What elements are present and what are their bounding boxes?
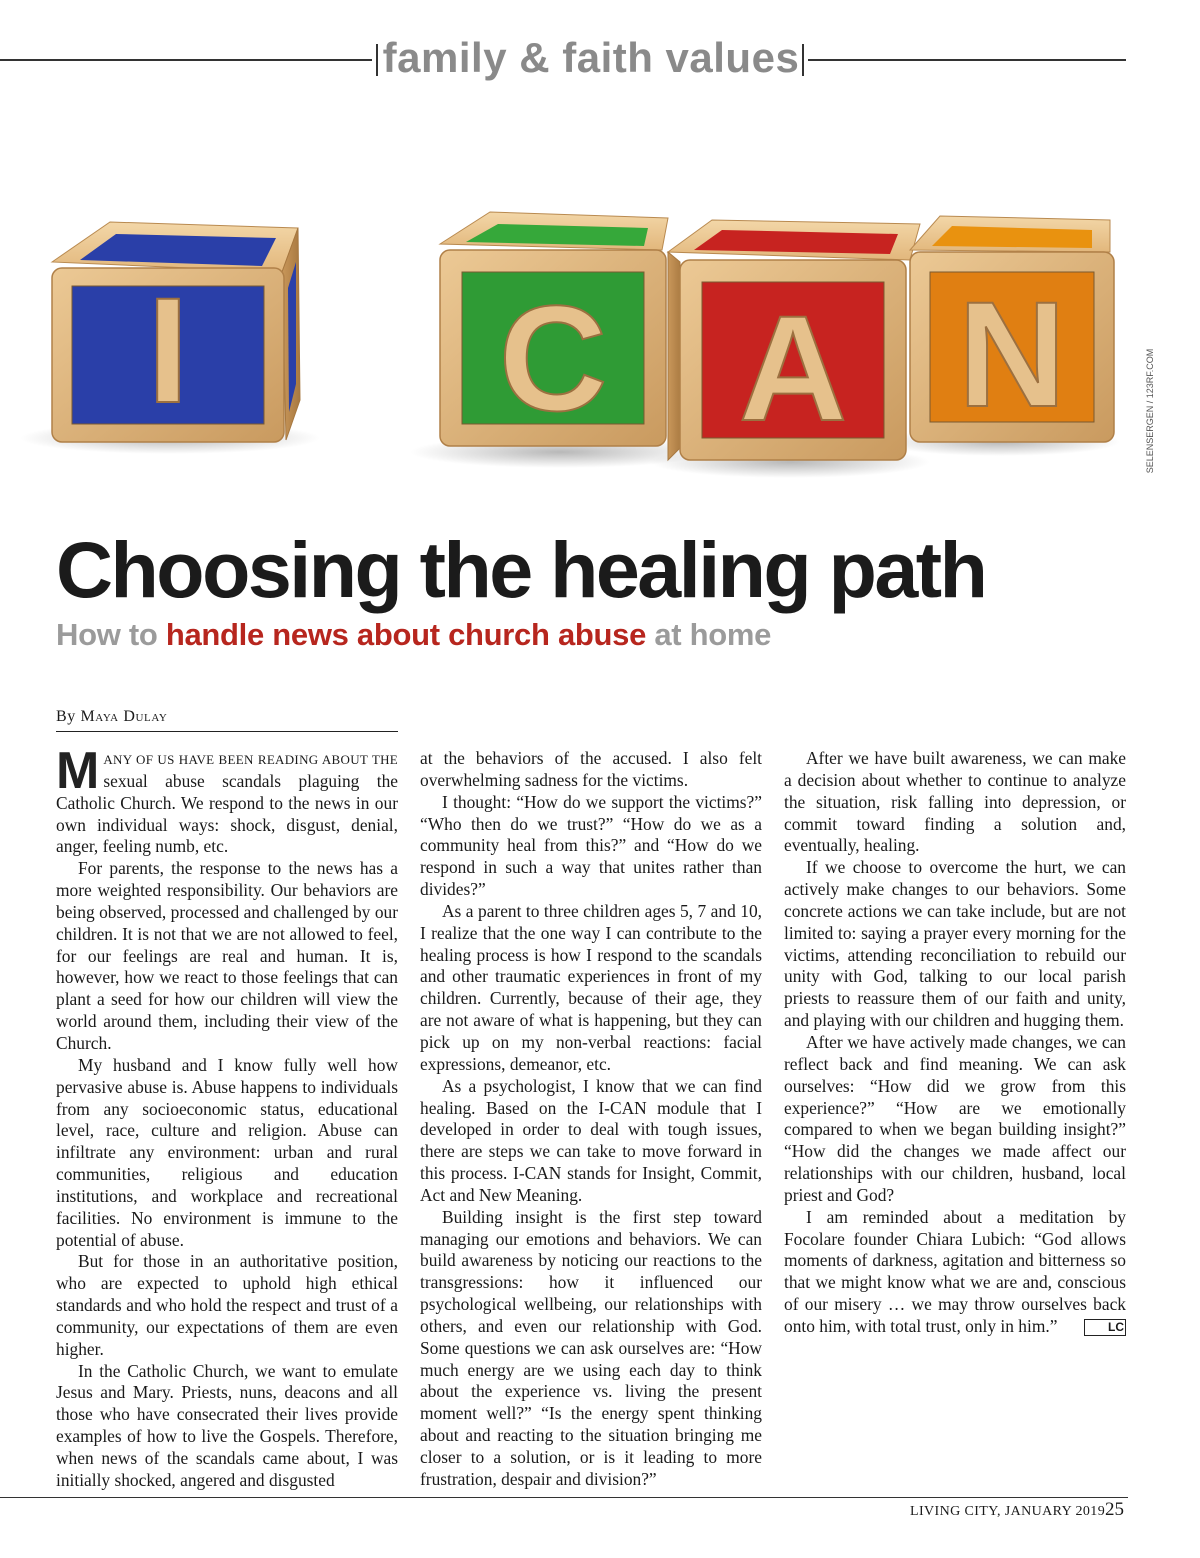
block-n: [910, 216, 1114, 442]
article-subhead: [56, 617, 771, 653]
block-c: [440, 212, 668, 446]
section-tick-right: [802, 44, 804, 76]
paragraph: at the behaviors of the accused. I also felt overwhelming sadness for the victims.: [420, 748, 762, 790]
subhead-part3: at home: [646, 617, 772, 652]
drop-cap: M: [56, 742, 100, 800]
paragraph: But for those in an authoritative position, who are expected to uphold high ethical standards and who hold the respect and trust of a community, our expectations of them are even higher.: [56, 1251, 398, 1359]
byline: By Maya Dulay: [56, 708, 168, 725]
article-column-1: [56, 742, 398, 1492]
paragraph: As a parent to three children ages 5, 7 and 10, I realize that the one way I can contribute to the healing process is how I respond to the scandals and other traumatic experiences in front of my children. Currently, because of their age, they are not aware of what is happening, but they can pick up on my non-verbal reactions: facial expressions, demeanor, etc.: [420, 900, 762, 1074]
subhead-part1: How to: [56, 617, 166, 652]
paragraph: My husband and I know fully well how pervasive abuse is. Abuse happens to individuals from any socioeconomic status, educational level, race, culture and religion. Abuse can infiltrate any environment: urban and rural communities, religious and education institutions, and workplace and recreational facilities. No environment is immune to the potential of abuse.: [56, 1054, 398, 1250]
article-column-2: [420, 748, 762, 1491]
section-rule-left: [0, 59, 372, 61]
footer-publication: LIVING CITY, JANUARY 2019: [910, 1504, 1106, 1519]
paragraph: After we have built awareness, we can make a decision about whether to continue to analyze the situation, risk falling into depression, or commit toward finding a solution and, eventually, healing.: [784, 748, 1126, 856]
block-letter: A: [738, 284, 848, 452]
block-letter: I: [147, 266, 189, 434]
paragraph: Building insight is the first step toward managing our emotions and behaviors. We can build awareness by noticing our reactions to the transgressions: how it influenced our psychological wellbeing, our relationships with others, and even our relationship with God. Some questions we can ask ourselves are: “How much energy are we using each day to think about the experience vs. living the present moment well?” “Is the energy spent thinking about and reacting to the situation bringing me closer to a solution, or is it leading to more frustration, despair and division?”: [420, 1206, 762, 1489]
paragraph: In the Catholic Church, we want to emulate Jesus and Mary. Priests, nuns, deacons and all those who have consecrated their lives provide examples of how to live the Gospels. Therefore, when news of the scandals came about, I was initially shocked, angered and disgusted: [56, 1360, 398, 1490]
footer-rule: [0, 1497, 1128, 1498]
paragraph: After we have actively made changes, we can reflect back and find meaning. We can ask ourselves: “How did we grow from this experience?” “How are we emotionally compared to when we began building insight?” “How did the changes we made affect our relationships with our children, husband, local priest and God?: [784, 1031, 1126, 1205]
photo-credit: SELENSERGEN / 123RF.COM: [1145, 348, 1155, 474]
article-headline: Choosing the healing path: [56, 525, 986, 614]
lead-in: ANY OF US HAVE BEEN READING ABOUT THE: [103, 752, 398, 767]
subhead-part2: handle news about church abuse: [165, 617, 647, 652]
paragraph: I am reminded about a meditation by Focolare founder Chiara Lubich: “God allows moments of darkness, agitation and bitterness so that we might know what we are and, conscious of our misery … we may throw ourselves back onto him, with total trust, only in him.” LC: [784, 1206, 1126, 1336]
byline-rule: [56, 731, 398, 732]
hero-image-blocks: [0, 180, 1200, 520]
block-i: [52, 222, 300, 442]
block-letter: C: [498, 274, 608, 442]
section-title: family & faith values: [382, 34, 800, 81]
article-column-3: [784, 748, 1126, 1338]
page-number: 25: [1105, 1499, 1124, 1520]
paragraph: MANY OF US HAVE BEEN READING ABOUT THE sexual abuse scandals plaguing the Catholic Church. We respond to the news in our own individual ways: shock, disgust, denial, anger, feeling numb, etc.: [56, 742, 398, 857]
author-name: Maya Dulay: [80, 708, 168, 725]
paragraph: For parents, the response to the news has a more weighted responsibility. Our behaviors are being observed, processed and challenged by our children. It is not that we are not allowed to feel, for our feelings are real and human. It is, however, how we react to those feelings that can plant a seed for how our children will view the world around them, including their view of the Church.: [56, 858, 398, 1053]
section-rule-right: [808, 59, 1126, 61]
end-mark-lc-logo: LC: [1084, 1319, 1126, 1336]
paragraph: As a psychologist, I know that we can find healing. Based on the I-CAN module that I developed in order to deal with tough issues, there are steps we can take to move forward in this process. I-CAN stands for Insight, Commit, Act and New Meaning.: [420, 1075, 762, 1205]
section-tick-left: [376, 44, 378, 76]
block-letter: N: [957, 270, 1067, 438]
block-a: [668, 220, 920, 460]
paragraph: I thought: “How do we support the victims?” “Who then do we trust?” “How do we as a community heal from this?” and “How do we respond in such a way that unites rather than divides?”: [420, 791, 762, 900]
paragraph: If we choose to overcome the hurt, we can actively make changes to our behaviors. Some concrete actions we can take include, but are not limited to: saying a prayer every morning for the victims, attending reconciliation to rebuild our unity with God, talking to our local parish priests to reassure them of our faith and unity, and playing with our children and hugging them.: [784, 857, 1126, 1031]
